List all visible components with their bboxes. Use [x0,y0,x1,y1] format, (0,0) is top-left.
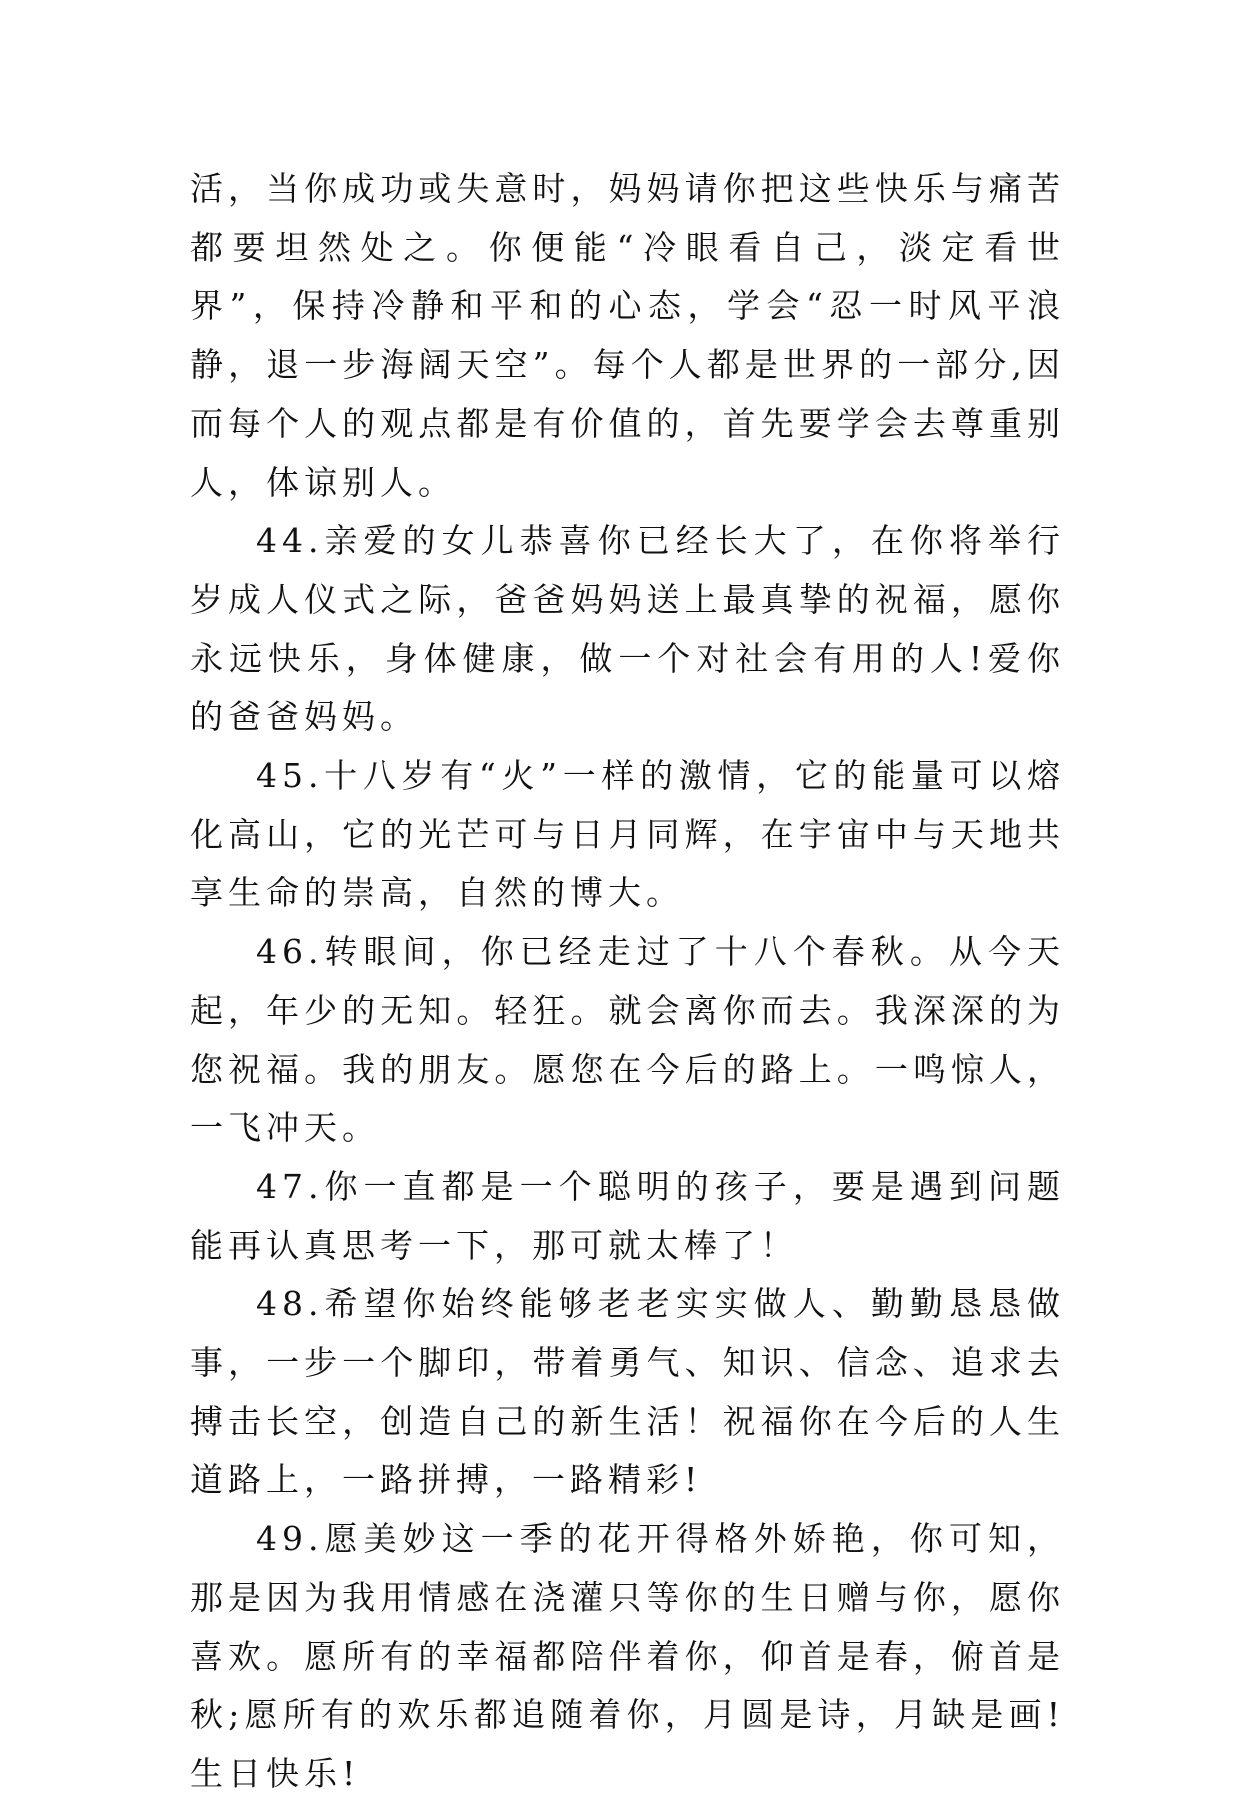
paragraph-44: 44.亲爱的女儿恭喜你已经长大了，在你将举行岁成人仪式之际，爸爸妈妈送上最真挚的祝福，愿你永远快乐，身体健康，做一个对社会有用的人!爱你的爸爸妈妈。 [190,521,1065,737]
document-page [190,160,1065,1804]
paragraph-45: 45.十八岁有“火”一样的激情，它的能量可以熔化高山，它的光芒可与日月同辉，在宇宙中与天地共享生命的崇高，自然的博大。 [190,756,1065,913]
paragraph-48: 48.希望你始终能够老老实实做人、勤勤恳恳做事，一步一个脚印，带着勇气、知识、信念、追求去搏击长空，创造自己的新生活！祝福你在今后的人生道路上，一路拼搏，一路精彩! [190,1284,1065,1500]
paragraph-49: 49.愿美妙这一季的花开得格外娇艳，你可知，那是因为我用情感在浇灌只等你的生日赠与你，愿你喜欢。愿所有的幸福都陪伴着你，仰首是春，俯首是秋;愿所有的欢乐都追随着你，月圆是诗，月缺是画!生日快乐! [190,1519,1065,1793]
paragraph-46: 46.转眼间，你已经走过了十八个春秋。从今天起，年少的无知。轻狂。就会离你而去。我深深的为您祝福。我的朋友。愿您在今后的路上。一鸣惊人，一飞冲天。 [190,932,1065,1148]
paragraph-47: 47.你一直都是一个聪明的孩子，要是遇到问题能再认真思考一下，那可就太棒了！ [190,1166,1065,1265]
paragraph-43-continued: 活，当你成功或失意时，妈妈请你把这些快乐与痛苦都要坦然处之。你便能“冷眼看自己，淡定看世界”，保持冷静和平和的心态，学会“忍一时风平浪静，退一步海阔天空”。每个人都是世界的一部分,因而每个人的观点都是有价值的，首先要学会去尊重别人，体谅别人。 [190,169,1065,502]
